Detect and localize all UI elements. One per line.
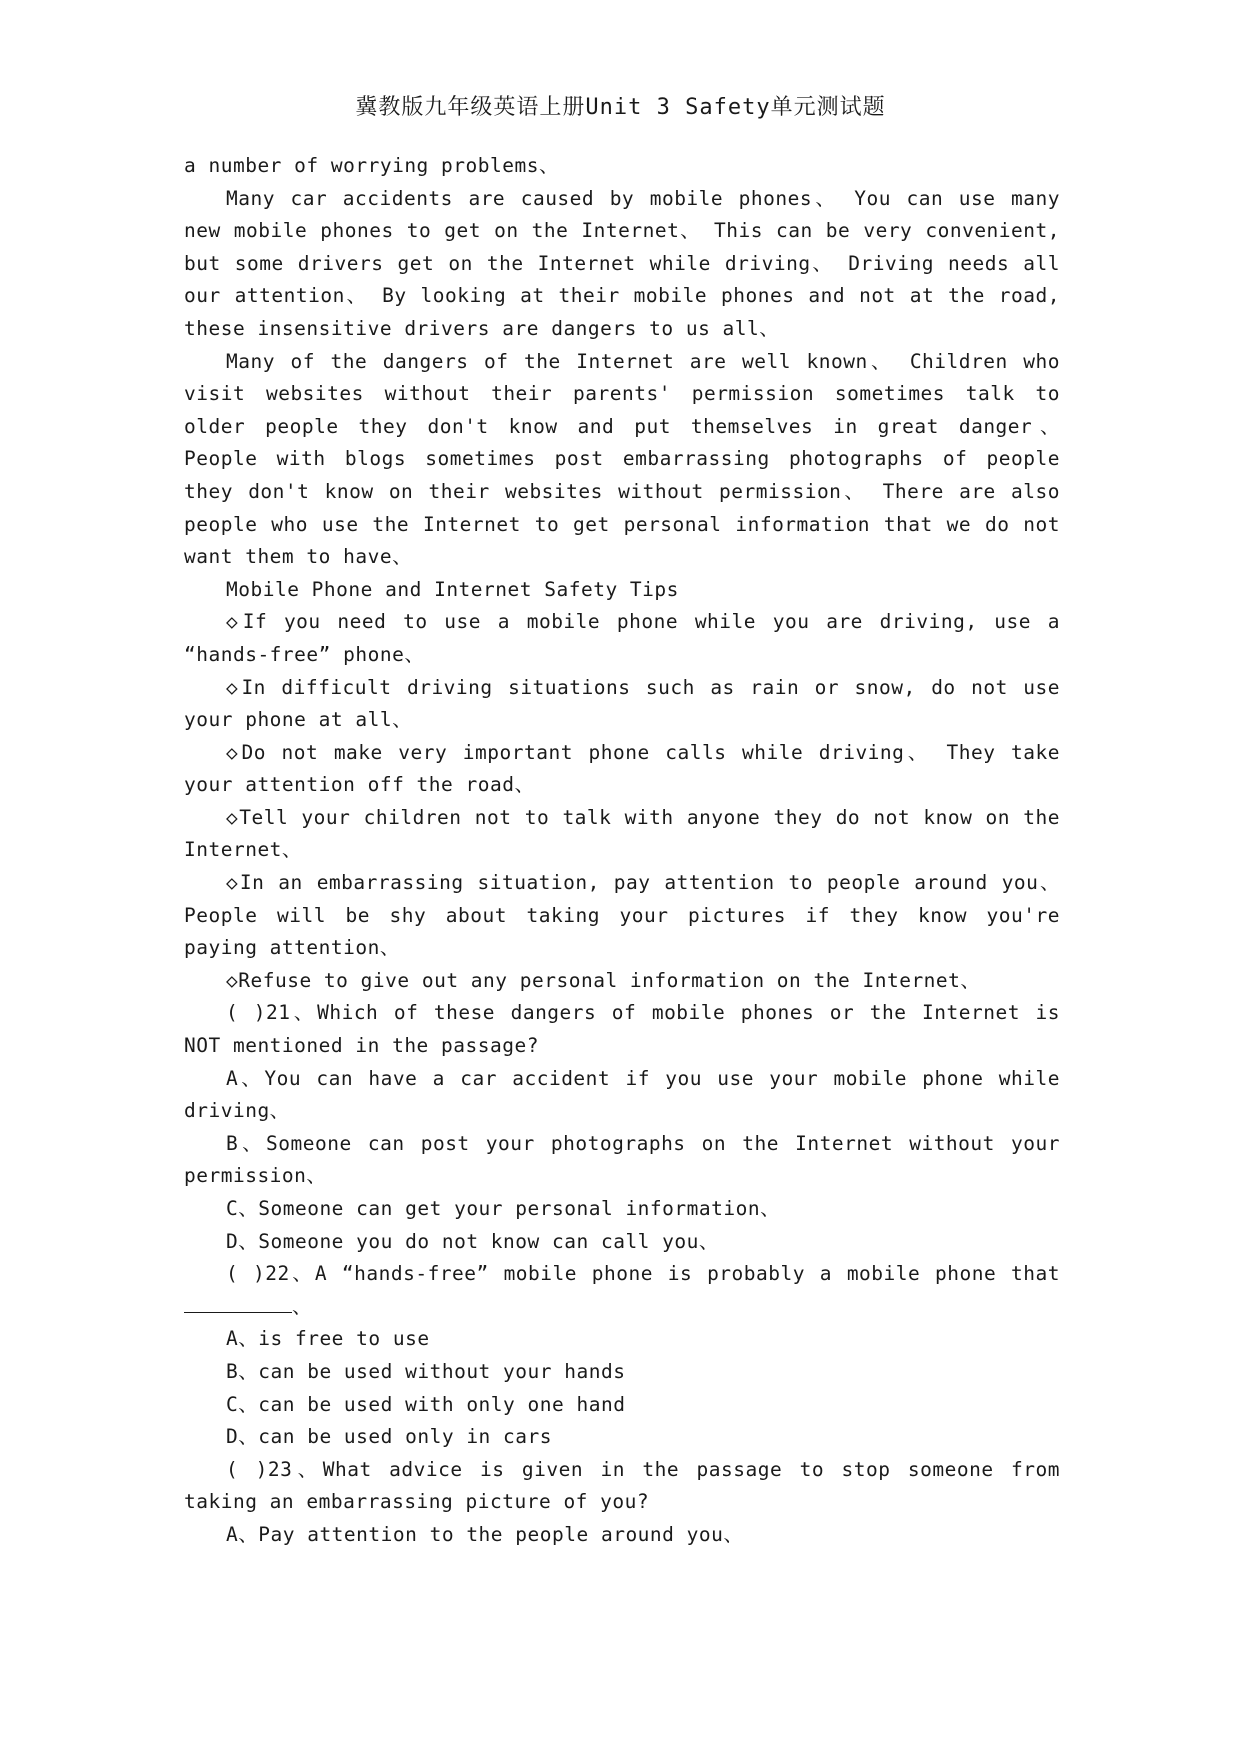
question-23-stem: ( )23、What advice is given in the passage to stop someone from taking an embarrassing picture of you? bbox=[184, 1457, 1060, 1514]
question-22-option-b: B、can be used without your hands bbox=[226, 1359, 626, 1383]
passage-line-continuation: a number of worrying problems、 bbox=[184, 154, 559, 177]
question-22-stem-line bbox=[184, 1258, 1060, 1323]
page-header-title: 冀教版九年级英语上册Unit 3 Safety单元测试题 bbox=[355, 95, 886, 120]
question-21-option-c: C、Someone can get your personal information、 bbox=[226, 1197, 781, 1220]
tip-item-4: ◇Tell your children not to talk with anyone they do not know on the Internet、 bbox=[184, 805, 1060, 862]
question-22-stem: ( )22、A “hands-free” mobile phone is probably a mobile phone that bbox=[226, 1262, 1060, 1286]
question-22-stem-end: 、 bbox=[292, 1294, 313, 1318]
question-22-option-c: C、can be used with only one hand bbox=[226, 1392, 626, 1416]
tip-item-6: ◇Refuse to give out any personal information on the Internet、 bbox=[226, 968, 981, 992]
tips-title: Mobile Phone and Internet Safety Tips bbox=[226, 577, 679, 601]
document-content bbox=[184, 150, 1060, 1552]
tip-item-5: ◇In an embarrassing situation, pay attention to people around you、 People will be shy about taking your pictures if they know you're paying attention、 bbox=[184, 871, 1060, 960]
answer-blank bbox=[184, 1294, 292, 1313]
tip-item-3: ◇Do not make very important phone calls while driving、 They take your attention off the road、 bbox=[184, 740, 1060, 797]
tip-item-2: ◇In difficult driving situations such as rain or snow, do not use your phone at all、 bbox=[184, 675, 1060, 732]
question-21-option-a: A、You can have a car accident if you use your mobile phone while driving、 bbox=[184, 1066, 1060, 1123]
question-23-option-a: A、Pay attention to the people around you、 bbox=[226, 1522, 744, 1546]
question-21-stem: ( )21、Which of these dangers of mobile phones or the Internet is NOT mentioned in the passage? bbox=[184, 1001, 1060, 1058]
question-22-option-a: A、is free to use bbox=[226, 1327, 430, 1351]
passage-paragraph-2: Many of the dangers of the Internet are well known、 Children who visit websites without their parents' permission sometimes talk to older people they don't know and put themselves in great danger、 People with blogs sometimes post embarrassing photographs of people they don't know on their websites without permission、 There are also people who use the Internet to get personal information that we do not want them to have、 bbox=[184, 349, 1060, 569]
question-21-option-b: B、Someone can post your photographs on the Internet without your permission、 bbox=[184, 1131, 1060, 1188]
question-21-option-d: D、Someone you do not know can call you、 bbox=[226, 1229, 719, 1253]
passage-paragraph-1: Many car accidents are caused by mobile phones、 You can use many new mobile phones to get on the Internet、 This can be very convenient, but some drivers get on the Internet while driving、 Driving needs all our attention、 By looking at their mobile phones and not at the road, these insensitive drivers are dangers to us all、 bbox=[184, 186, 1060, 340]
tip-item-1: ◇If you need to use a mobile phone while you are driving, use a “hands-free” phone、 bbox=[184, 610, 1060, 666]
question-22-option-d: D、can be used only in cars bbox=[226, 1425, 552, 1449]
